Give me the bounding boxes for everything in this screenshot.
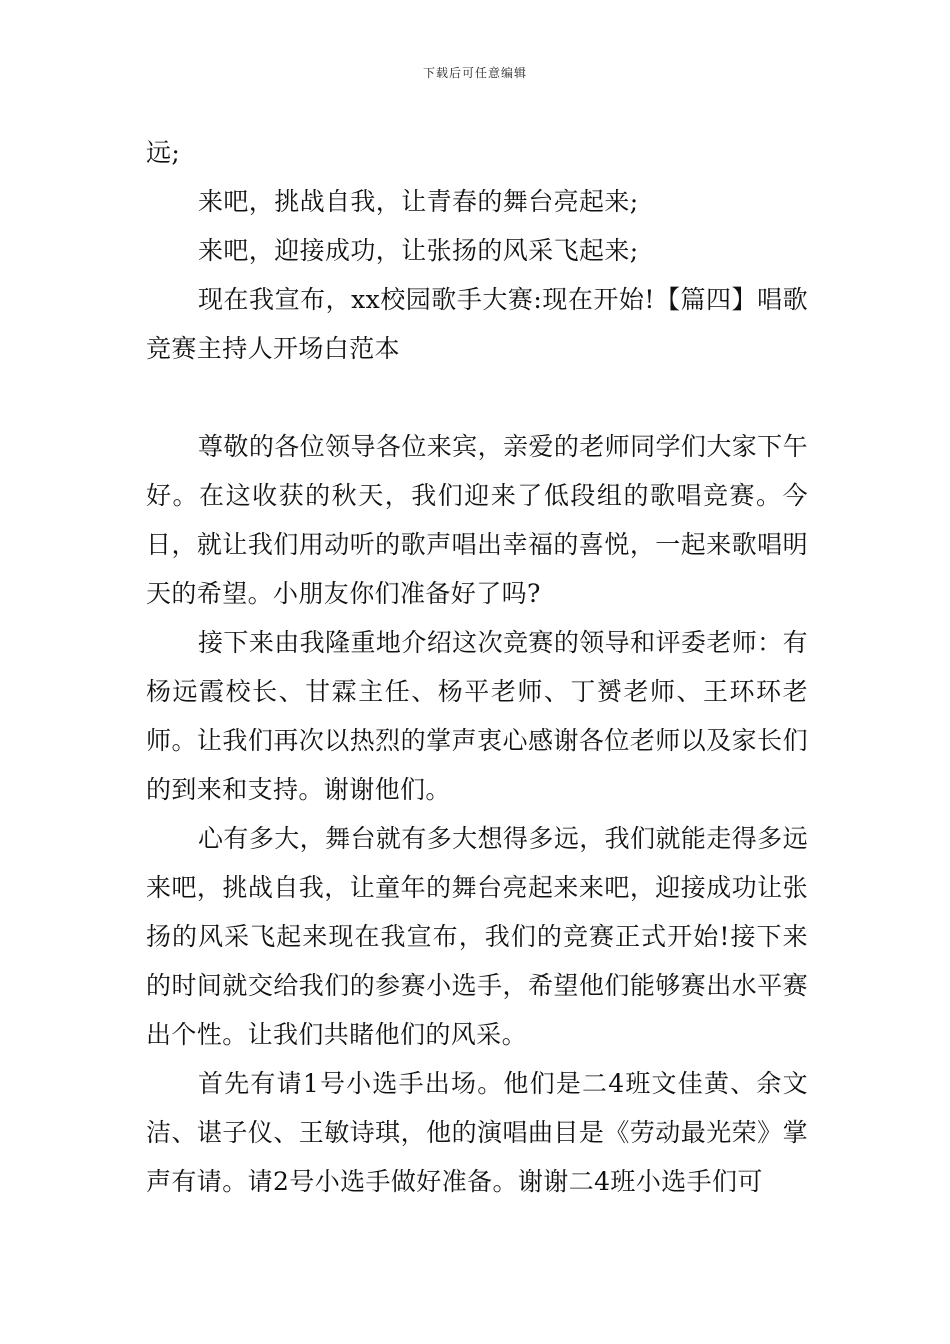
paragraph-continuation: 远; — [146, 138, 181, 167]
paragraph-judges: 接下来由我隆重地介绍这次竞赛的领导和评委老师：有杨远霞校长、甘霖主任、杨平老师、丁赟老师、王环环老师。让我们再次以热烈的掌声衷心感谢各位老师以及家长们的到来和支持。谢谢他们。 — [146, 628, 808, 804]
paragraph-opening: 心有多大，舞台就有多大想得多远，我们就能走得多远来吧，挑战自我，让童年的舞台亮起来来吧，迎接成功让张扬的风采飞起来现在我宣布，我们的竞赛正式开始!接下来的时间就交给我们的参赛小选手，希望他们能够赛出水平赛出个性。让我们共睹他们的风采。 — [146, 824, 808, 1049]
paragraph-announcement: 现在我宣布，xx校园歌手大赛:现在开始!【篇四】唱歌竞赛主持人开场白范本 — [146, 285, 808, 363]
paragraph-challenge: 来吧，挑战自我，让青春的舞台亮起来; — [198, 187, 639, 216]
page-header: 下载后可任意编辑 — [422, 66, 527, 80]
paragraph-success: 来吧，迎接成功，让张扬的风采飞起来; — [198, 236, 639, 265]
document-body — [146, 128, 808, 1206]
paragraph-first-contestant: 首先有请1号小选手出场。他们是二4班文佳黄、余文洁、谌子仪、王敏诗琪，他的演唱曲目是《劳动最光荣》掌声有请。请2号小选手做好准备。谢谢二4班小选手们可 — [146, 1069, 808, 1196]
section-gap — [146, 373, 808, 422]
paragraph-greeting: 尊敬的各位领导各位来宾，亲爱的老师同学们大家下午好。在这收获的秋天，我们迎来了低段组的歌唱竞赛。今日，就让我们用动听的歌声唱出幸福的喜悦，一起来歌唱明天的希望。小朋友你们准备好了吗? — [146, 432, 808, 608]
